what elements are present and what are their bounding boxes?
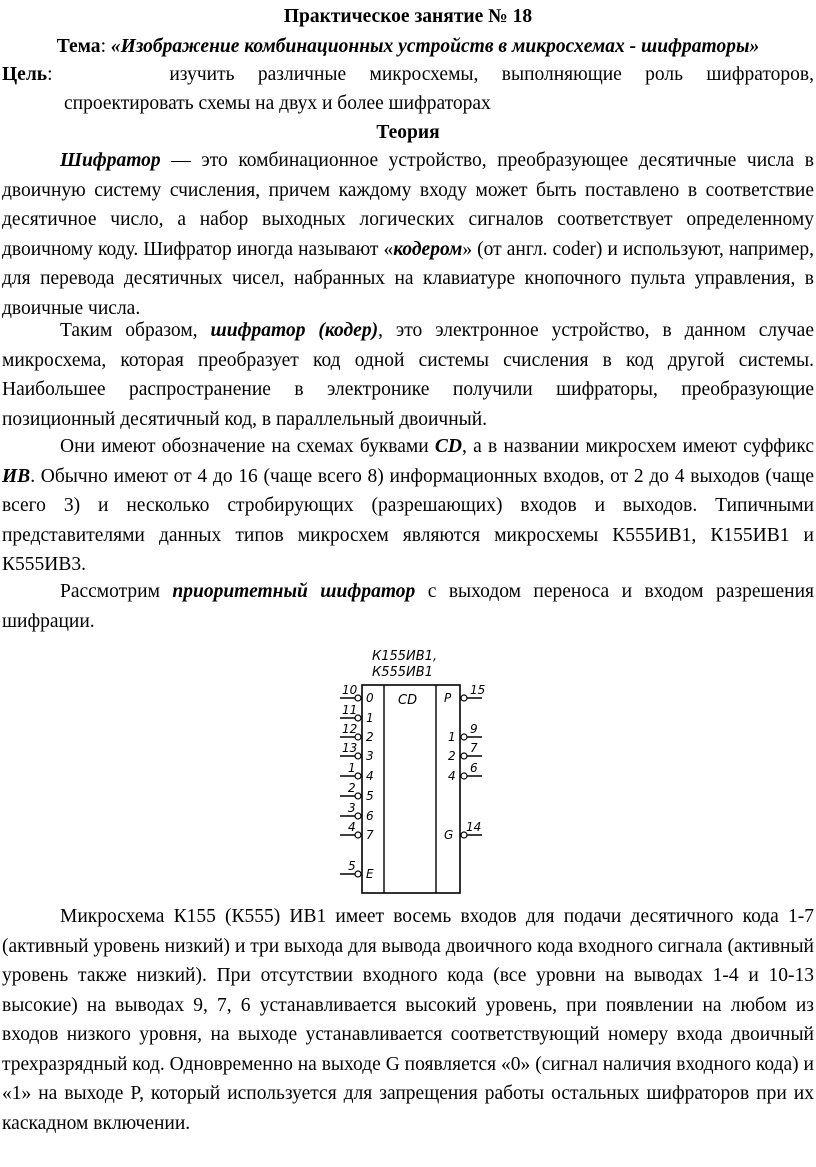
- input-labels: [366, 691, 374, 881]
- paragraph-4-start: Рассмотрим: [60, 581, 173, 602]
- page-title: Практическое занятие № 18: [283, 6, 533, 27]
- chip-name-2: К555ИВ1: [372, 665, 433, 680]
- paragraph-2-start: Таким образом,: [60, 320, 211, 341]
- input-label: 1: [366, 711, 374, 725]
- pin-number: 6: [470, 761, 478, 775]
- goal-label: Цель: [2, 64, 48, 85]
- input-label: 4: [366, 769, 374, 783]
- paragraph-5: [2, 902, 814, 1138]
- topic-text: «Изображение комбинационных устройств в микросхемах - шифраторы»: [110, 36, 760, 57]
- pin-number: 12: [342, 722, 358, 736]
- encoder-chip-diagram: [330, 640, 500, 895]
- pin-number: 11: [342, 703, 358, 717]
- paragraph-2-text: , это электронное устройство, в данном случае микросхема, которая преобразует код одной системы счисления в код другой системы. Наибольшее распространение в электронике получили шифраторы, преобразующие позиционный десятичный код, в параллельный двоичный.: [2, 320, 814, 430]
- term-encoder-coder: шифратор (кодер): [210, 320, 379, 341]
- pin-number: 10: [342, 683, 358, 697]
- chip-name-1: К155ИВ1,: [372, 649, 438, 664]
- output-label: 4: [448, 769, 456, 783]
- term-encoder: Шифратор: [60, 150, 161, 171]
- output-label: 2: [448, 749, 456, 763]
- topic-line: Тема: «Изображение комбинационных устройств в микросхемах - шифраторы»: [56, 36, 760, 57]
- paragraph-4-text: с выходом переноса и входом разрешения шифрации.: [2, 581, 814, 632]
- term-coder: кодером: [393, 238, 463, 260]
- pin-number: 14: [466, 820, 482, 834]
- goal-text-1: изучить различные микросхемы, выполняющие роль шифраторов,: [169, 64, 814, 85]
- paragraph-3-start: Они имеют обозначение на схемах буквами: [60, 436, 435, 457]
- output-label: G: [444, 828, 454, 842]
- paragraph-1-text-2: » (от англ. coder) и используют, например, для перевода десятичных чисел, набранных на клавиатуре кнопочного пульта управления, в двоичные числа.: [2, 238, 814, 319]
- input-label: 5: [366, 789, 374, 803]
- input-label: 2: [366, 730, 374, 744]
- theory-heading: Теория: [376, 122, 440, 143]
- term-priority-encoder: приоритетный шифратор: [172, 581, 416, 602]
- paragraph-4: [2, 577, 814, 636]
- topic-label: Тема: [56, 36, 101, 57]
- input-label: 0: [366, 691, 374, 705]
- pin-number: 1: [348, 761, 356, 775]
- output-label: P: [444, 691, 452, 705]
- input-label: 3: [366, 749, 374, 763]
- input-label: 6: [366, 809, 374, 823]
- paragraph-5-text: Микросхема К155 (К555) ИВ1 имеет восемь входов для подачи десятичного кода 1-7 (активный уровень низкий) и три выхода для вывода двоичного кода входного сигнала (активный уровень также низкий). При отсутствии входного кода (все уровни на выводах 1-4 и 10-13 высокие) на выводах 9, 7, 6 устанавливается высокий уровень, при появлении на любом из входов низкого уровня, на выходе устанавливается соответствующий номеру входа двоичный трехразрядный код. Одновременно на выходе G появляется «0» (сигнал наличия входного кода) и «1» на выходе P, который используется для запрещения работы остальных шифраторов при их каскадном включении.: [2, 906, 814, 1134]
- term-cd: CD: [434, 436, 463, 457]
- paragraph-3-text: . Обычно имеют от 4 до 16 (чаще всего 8) информационных входов, от 2 до 4 выходов (чаще всего 3) и несколько стробирующих (разрешающих) входов и выходов. Типичными представителями данных типов микросхем являются микросхемы К555ИВ1, К155ИВ1 и К555ИВ3.: [2, 465, 814, 575]
- input-label: E: [366, 867, 374, 881]
- term-iv: ИВ: [2, 465, 31, 487]
- paragraph-3: [2, 432, 814, 580]
- pin-number: 3: [348, 801, 356, 815]
- pin-number: 2: [348, 781, 356, 795]
- input-label: 7: [366, 828, 374, 842]
- pin-number: 13: [342, 741, 358, 755]
- pin-number: 7: [470, 741, 478, 755]
- output-label: 1: [448, 730, 456, 744]
- goal-text-2: спроектировать схемы на двух и более шифраторах: [64, 93, 491, 114]
- paragraph-3-mid: , а в названии микросхем имеют суффикс: [462, 436, 814, 457]
- output-pin-numbers: [466, 683, 485, 834]
- paragraph-2: [2, 316, 814, 434]
- paragraph-1-text: — это комбинационное устройство, преобразующее десятичные числа в двоичную систему счисления, причем каждому входу может быть поставлено в соответствие десятичное число, а набор выходных логических сигналов соответствует определенному двоичному коду. Шифратор иногда называют «: [2, 150, 814, 260]
- goal-line: Цель: изучить различные микросхемы, выполняющие роль шифраторов,: [2, 64, 814, 85]
- pin-number: 4: [348, 820, 356, 834]
- pin-number: 15: [470, 683, 486, 697]
- chip-block-label: CD: [398, 693, 418, 708]
- chip-body: [362, 685, 460, 893]
- pin-number: 9: [470, 722, 478, 736]
- output-labels: [444, 691, 456, 842]
- pin-number: 5: [348, 859, 356, 873]
- paragraph-1: [2, 146, 814, 323]
